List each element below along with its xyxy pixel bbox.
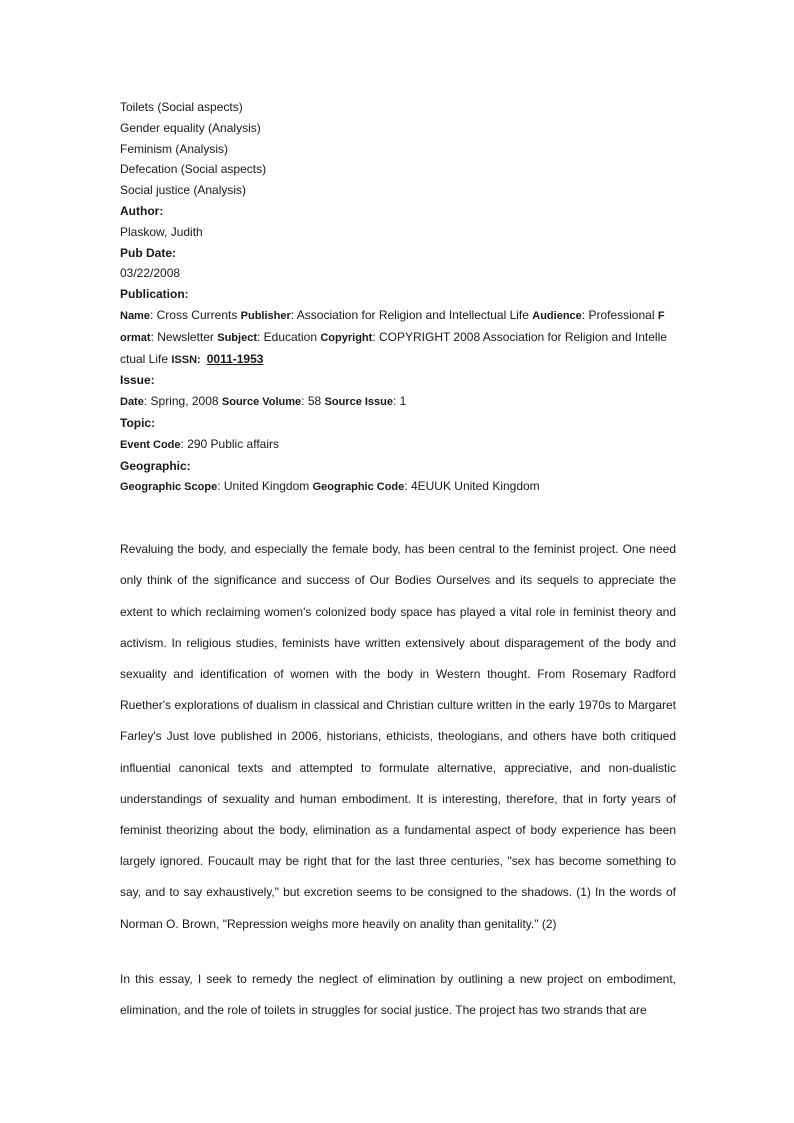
source-volume-label: Source Volume (221, 396, 302, 409)
geographic-scope-value: : United Kingdom (217, 479, 313, 494)
publisher-value: : Association for Religion and Intellectual Life (290, 307, 533, 322)
subject-label: Subject (217, 331, 257, 344)
date-value: : Spring, 2008 (143, 394, 222, 409)
format-label-end: ormat (120, 331, 151, 344)
publication-label: Publication: (120, 287, 189, 302)
pub-date-value: 03/22/2008 (120, 266, 181, 281)
date-label: Date (120, 396, 144, 409)
geographic-label: Geographic: (120, 458, 191, 473)
copyright-value-cont: ctual Life (120, 351, 172, 366)
document-page (120, 97, 676, 1050)
pub-date-label: Pub Date: (120, 245, 177, 260)
publication-line-2 (120, 327, 676, 349)
publication-line-3 (120, 349, 676, 371)
geographic-line (120, 476, 676, 498)
paragraph: Revaluing the body, and especially the female body, has been central to the feminist project. One need only think of the significance and success of Our Bodies Ourselves and its sequels to appreciate the extent to which reclaiming women's colonized body space has played a vital role in feminist theory and activism. In religious studies, feminists have written extensively about disparagement of the body and sexuality and identification of women with the body in Western thought. From Rosemary Radford Ruether's explorations of dualism in classical and Christian culture written in the early 1970s to Margaret Farley's Just love published in 2006, historians, ethicists, theologians, and others have both critiqued influential canonical texts and attempted to formulate alternative, appreciative, and non-dualistic understandings of sexuality and human embodiment. It is interesting, therefore, that in forty years of feminist theorizing about the body, elimination as a fundamental aspect of body experience has been largely ignored. Foucault may be right that for the last three centuries, "sex has become something to say, and to say exhaustively," but excretion seems to be consigned to the shadows. (1) In the words of Norman O. Brown, "Repression weighs more heavily on anality than genitality." (2) (120, 542, 676, 931)
issn-link[interactable]: 0011-1953 (206, 351, 264, 366)
event-code-label: Event Code (120, 438, 181, 451)
subject-list (120, 97, 676, 201)
subject-item: Defecation (Social aspects) (120, 162, 267, 177)
geographic-code-value: : 4EUUK United Kingdom (404, 479, 540, 494)
event-code-value: : 290 Public affairs (180, 436, 280, 451)
issn-label: ISSN: (171, 353, 201, 366)
subject-item: Gender equality (Analysis) (120, 120, 261, 135)
copyright-label: Copyright (320, 331, 373, 344)
publication-line-1 (120, 305, 676, 327)
publisher-label: Publisher (240, 309, 291, 322)
issue-line (120, 391, 676, 413)
paragraph: In this essay, I seek to remedy the neglect of elimination by outlining a new project on embodiment, elimination, and the role of toilets in struggles for social justice. The project has two strands that are (120, 971, 676, 1017)
audience-label: Audience (532, 309, 582, 322)
subject-item: Social justice (Analysis) (120, 183, 247, 198)
audience-value: : Professional (581, 307, 658, 322)
geographic-code-label: Geographic Code (312, 481, 405, 494)
article-body (120, 534, 676, 1026)
subject-item: Toilets (Social aspects) (120, 100, 243, 114)
source-volume-value: : 58 (301, 394, 325, 409)
name-value: : Cross Currents (149, 307, 241, 322)
source-issue-value: : 1 (393, 394, 407, 409)
issue-label: Issue: (120, 373, 155, 388)
name-label: Name (120, 309, 150, 322)
author-value: Plaskow, Judith (120, 224, 203, 239)
copyright-value: : COPYRIGHT 2008 Association for Religion and Intelle (372, 329, 667, 344)
topic-line (120, 434, 676, 456)
subject-value: : Education (256, 329, 321, 344)
format-label-start: F (657, 309, 665, 322)
geographic-scope-label: Geographic Scope (120, 481, 218, 494)
author-label: Author: (120, 203, 164, 218)
source-issue-label: Source Issue (324, 396, 394, 409)
format-value: : Newsletter (150, 329, 218, 344)
subject-item: Feminism (Analysis) (120, 141, 229, 156)
topic-label: Topic: (120, 415, 156, 430)
